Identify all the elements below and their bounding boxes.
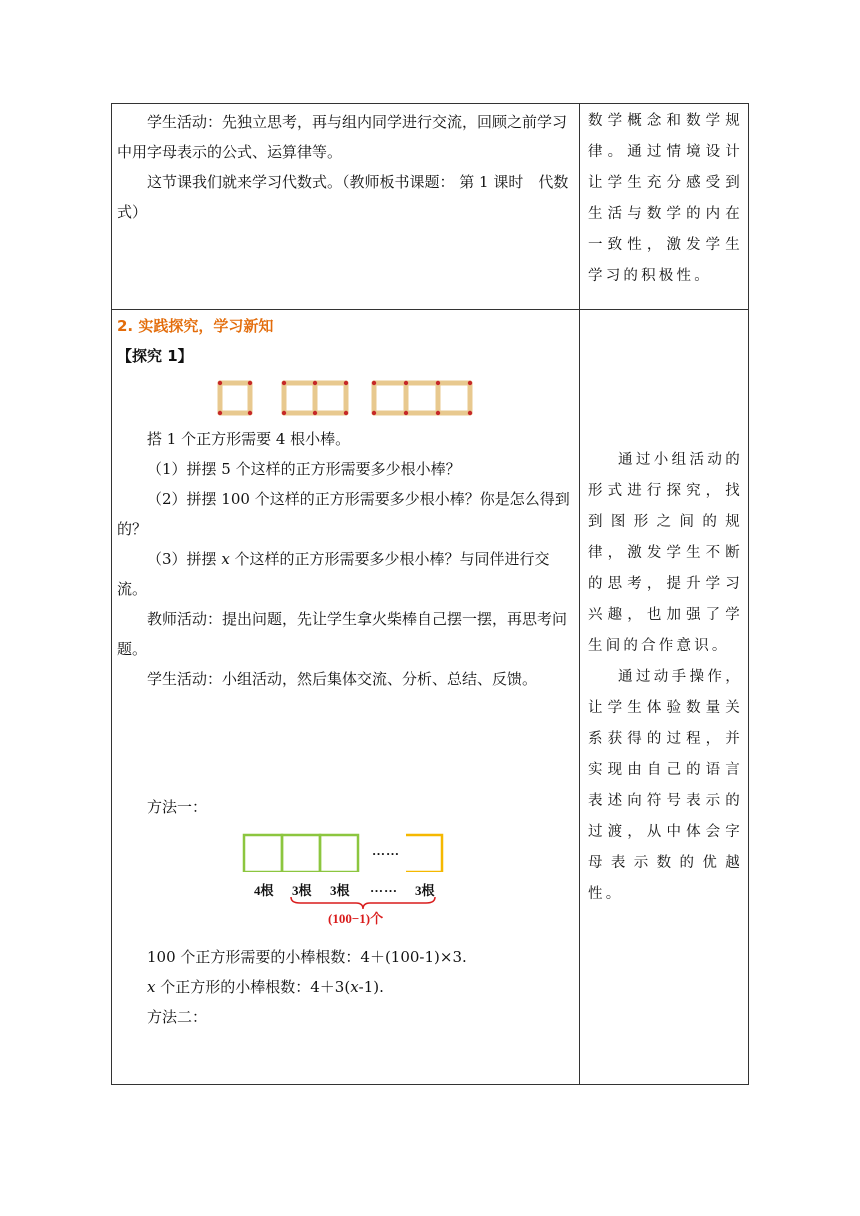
formulas [117, 942, 577, 1032]
figure-dots: …… [372, 843, 400, 858]
top-left-cell [117, 107, 577, 227]
one-square-text: 搭 1 个正方形需要 4 根小棒。 [147, 430, 351, 448]
question-2: （2）拼摆 100 个这样的正方形需要多少根小棒？你是怎么得到的？ [117, 490, 570, 538]
figure-label-1: 4根 [254, 883, 274, 898]
method-2-label: 方法二： [147, 1008, 208, 1026]
design-intent-text: 数学概念和数学规律。通过情境设计让学生充分感受到生活与数学的内在一致性，激发学生学习的积极性。 [588, 113, 743, 284]
method-1-squares-figure [240, 832, 450, 872]
bottom-right-cell [588, 445, 743, 910]
formula-100: 100 个正方形需要的小棒根数：4＋(100-1)×3. [147, 948, 467, 966]
figure-label-3: 3根 [330, 883, 350, 898]
bottom-left-cell [117, 311, 577, 371]
question-3: （3）拼摆 x 个这样的正方形需要多少根小棒？与同伴进行交流。 [117, 550, 550, 598]
method-1-label: 方法一： [147, 798, 208, 816]
section-title: 2. 实践探究，学习新知 [117, 317, 274, 335]
figure-label-5: 3根 [415, 883, 435, 898]
table-row-divider [111, 309, 749, 310]
design-intent-group-activity: 通过小组活动的形式进行探究，找到图形之间的规律，激发学生不断的思考，提升学习兴趣，也加强了学生间的合作意识。 [588, 452, 743, 654]
figure-label-2: 3根 [292, 883, 312, 898]
table-column-divider [579, 103, 580, 1085]
brace-count-label: (100−1)个 [328, 911, 384, 926]
explore-label: 【探究 1】 [117, 347, 193, 365]
matchstick-squares-figure [214, 377, 476, 419]
student-activity-2-text: 学生活动：小组活动，然后集体交流、分析、总结、反馈。 [147, 670, 538, 688]
explore-content [117, 424, 577, 694]
student-activity-text: 学生活动：先独立思考，再与组内同学进行交流，回顾之前学习中用字母表示的公式、运算律等。 [117, 113, 568, 161]
method-1-label-wrap [117, 792, 577, 822]
formula-x: x 个正方形的小棒根数：4＋3(x-1). [147, 978, 384, 996]
teacher-activity-text: 教师活动：提出问题，先让学生拿火柴棒自己摆一摆，再思考问题。 [117, 610, 568, 658]
top-right-cell [588, 106, 743, 292]
design-intent-hands-on: 通过动手操作，让学生体验数量关系获得的过程，并实现由自己的语言表述向符号表示的过渡，从中体会字母表示数的优越性。 [588, 669, 743, 902]
figure-label-dots: …… [370, 880, 398, 895]
lesson-topic-text: 这节课我们就来学习代数式。（教师板书课题： 第 1 课时 代数式） [117, 173, 569, 221]
question-1: （1）拼摆 5 个这样的正方形需要多少根小棒？ [147, 460, 461, 478]
